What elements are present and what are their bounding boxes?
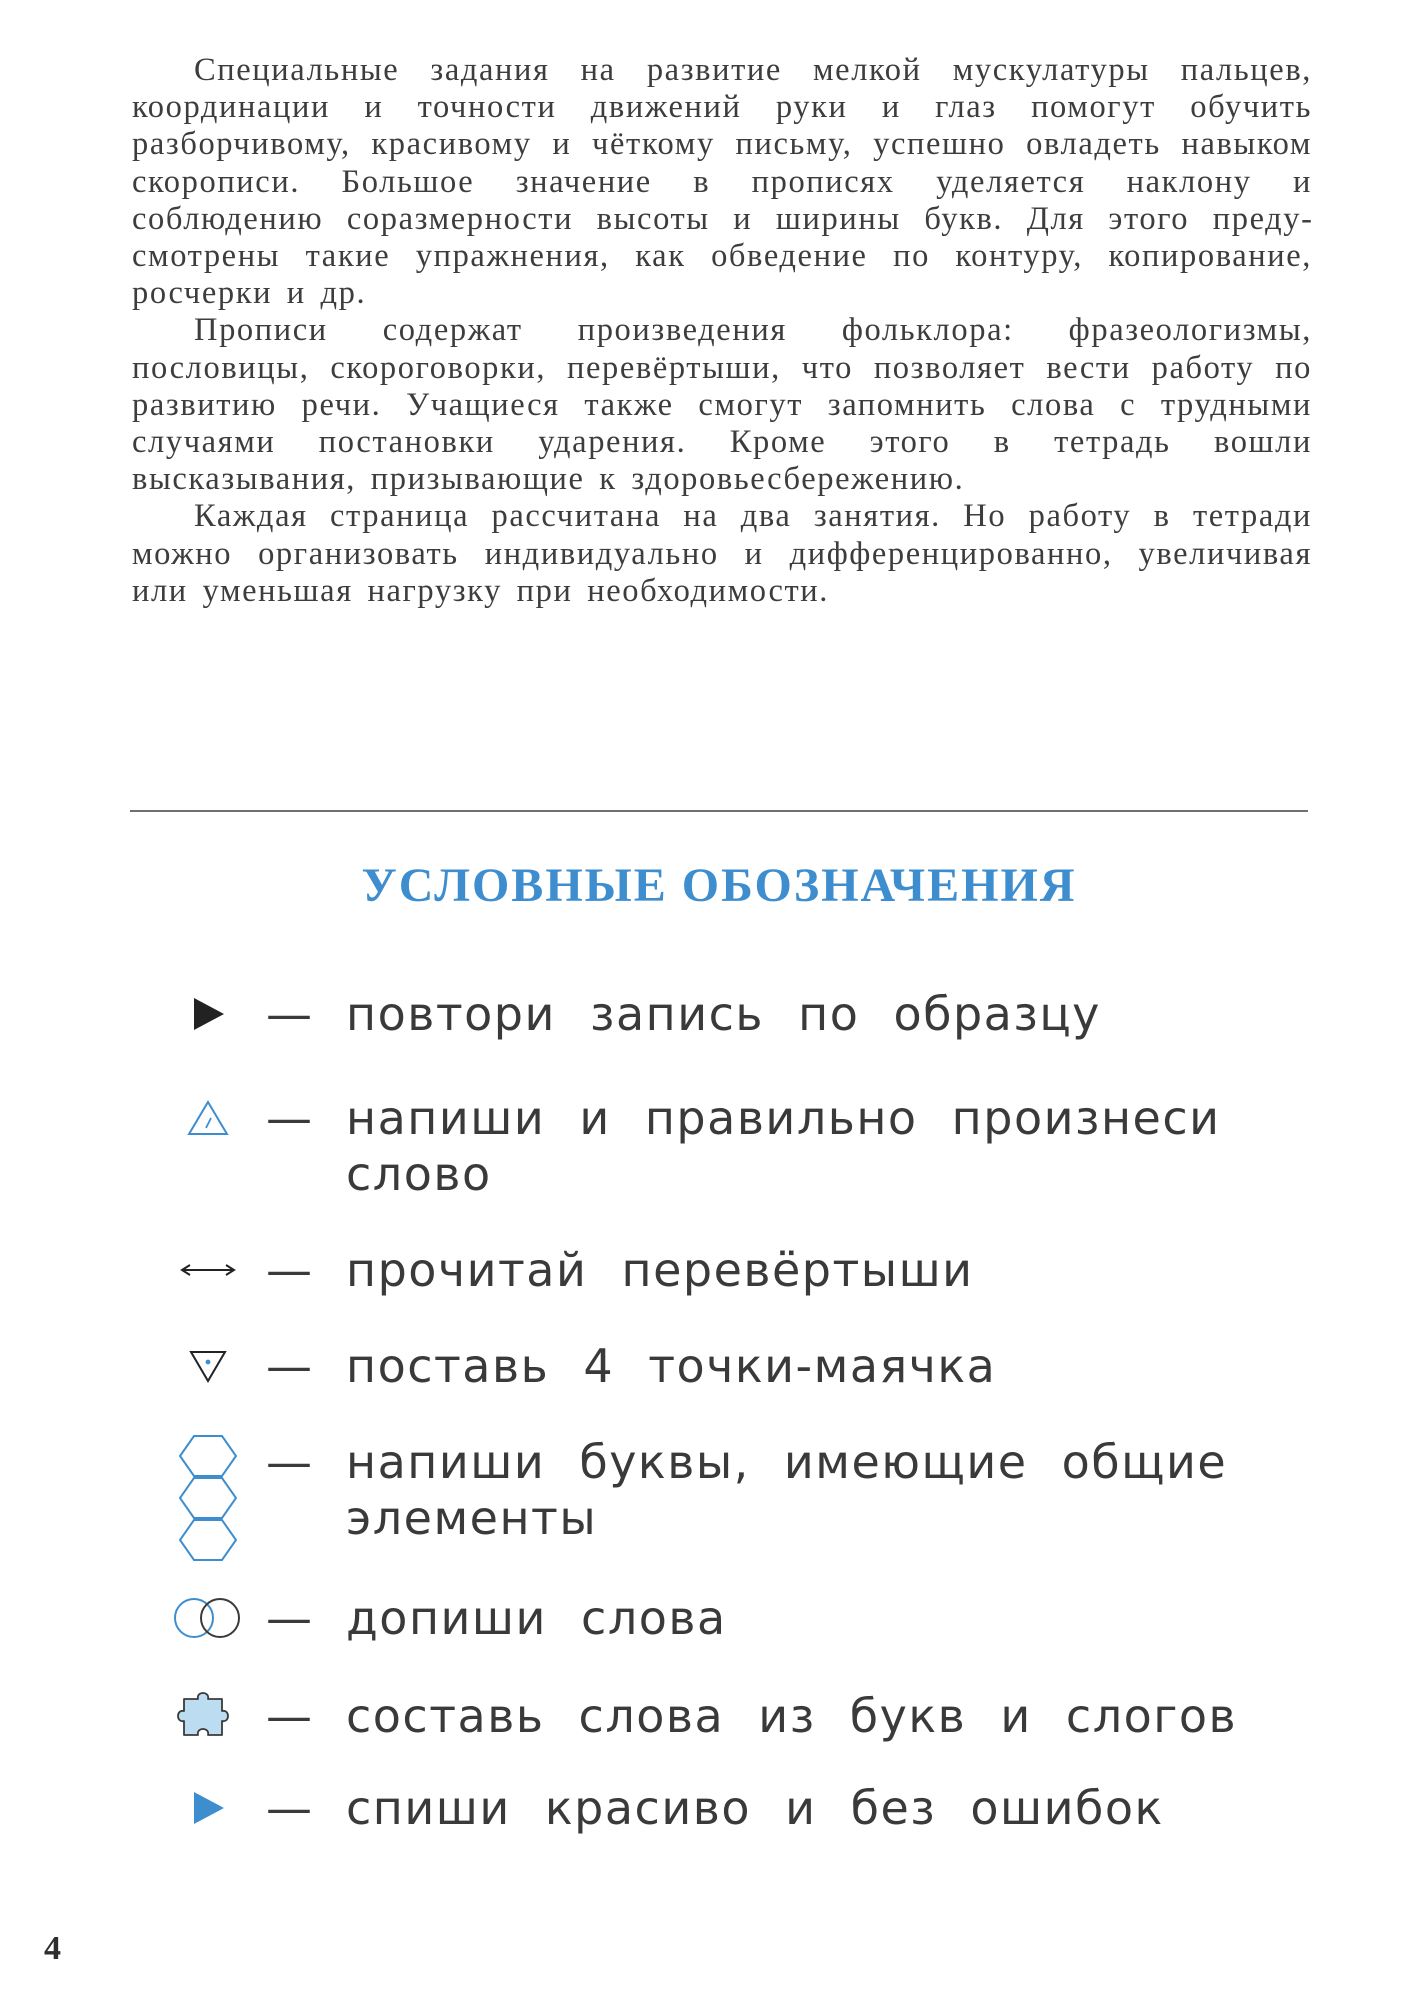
legend-dash: — bbox=[266, 1091, 312, 1145]
intro-text bbox=[132, 52, 1312, 610]
legend-text: напиши буквы, имеющие общие элементы bbox=[346, 1435, 1228, 1545]
puzzle-piece-icon bbox=[150, 1688, 266, 1744]
legend-item-dots bbox=[150, 1338, 1296, 1394]
page-number: 4 bbox=[44, 1930, 61, 1967]
black-play-triangle-icon bbox=[150, 986, 266, 1042]
accent-triangle-icon bbox=[150, 1090, 266, 1146]
legend-dash: — bbox=[266, 1781, 312, 1835]
stacked-hexagons-icon bbox=[150, 1434, 266, 1564]
legend-dash: — bbox=[266, 1689, 312, 1743]
legend-text: спиши красиво и без ошибок bbox=[346, 1781, 1164, 1835]
legend-title: УСЛОВНЫЕ ОБОЗНАЧЕНИЯ bbox=[361, 859, 1077, 912]
intro-paragraph: Прописи содержат произведения фольклора: фразеологизмы, пословицы, скороговорки, перевёртыши, что позволяет вести работу по развитию речи. Учащиеся также смогут запомнить слова с трудными случаями постановки ударения. Кроме этого в тетрадь вошли высказывания, призывающие к здоровьесбережению. bbox=[132, 312, 1312, 498]
legend-text: прочитай перевёртыши bbox=[346, 1243, 974, 1297]
intro-paragraph: Каждая страница рассчитана на два занятия. Но работу в тетради можно организовать индивидуально и дифференцированно, увеличивая или уменьшая нагрузку при необходимости. bbox=[132, 498, 1312, 609]
double-circle-icon bbox=[150, 1590, 266, 1646]
legend-dash: — bbox=[266, 1591, 312, 1645]
legend-item-complete-words bbox=[150, 1590, 1296, 1646]
legend-text: составь слова из букв и слогов bbox=[346, 1689, 1238, 1743]
legend-text: допиши слова bbox=[346, 1591, 727, 1645]
legend-item-compose-words bbox=[150, 1688, 1296, 1744]
legend-dash: — bbox=[266, 987, 312, 1041]
legend-text: повтори запись по образцу bbox=[346, 987, 1101, 1041]
legend-item-common-elements bbox=[150, 1434, 1296, 1564]
legend-dash: — bbox=[266, 1435, 312, 1489]
legend-item-pronounce bbox=[150, 1090, 1296, 1202]
legend-item-reverse bbox=[150, 1242, 1296, 1298]
legend-text: поставь 4 точки-маячка bbox=[346, 1339, 997, 1393]
double-arrow-icon bbox=[150, 1242, 266, 1298]
legend-item-copy bbox=[150, 1780, 1296, 1836]
legend-dash: — bbox=[266, 1243, 312, 1297]
intro-paragraph: Специальные задания на развитие мелкой мускулатуры пальцев, координации и точности движений руки и глаз помогут обучить разборчивому, красивому и чёткому письму, успешно овладеть навыком скорописи. Большое значение в прописях уделяется наклону и соблюдению соразмерности высоты и ширины букв. Для этого предусмотрены такие упражнения, как обведение по контуру, копирование, росчерки и др. bbox=[132, 52, 1312, 312]
dotted-down-triangle-icon bbox=[150, 1338, 266, 1394]
blue-play-triangle-icon bbox=[150, 1780, 266, 1836]
section-divider bbox=[130, 810, 1308, 812]
legend-text: напиши и правильно произнеси слово bbox=[346, 1091, 1221, 1201]
legend-dash: — bbox=[266, 1339, 312, 1393]
legend-item-repeat bbox=[150, 986, 1296, 1042]
